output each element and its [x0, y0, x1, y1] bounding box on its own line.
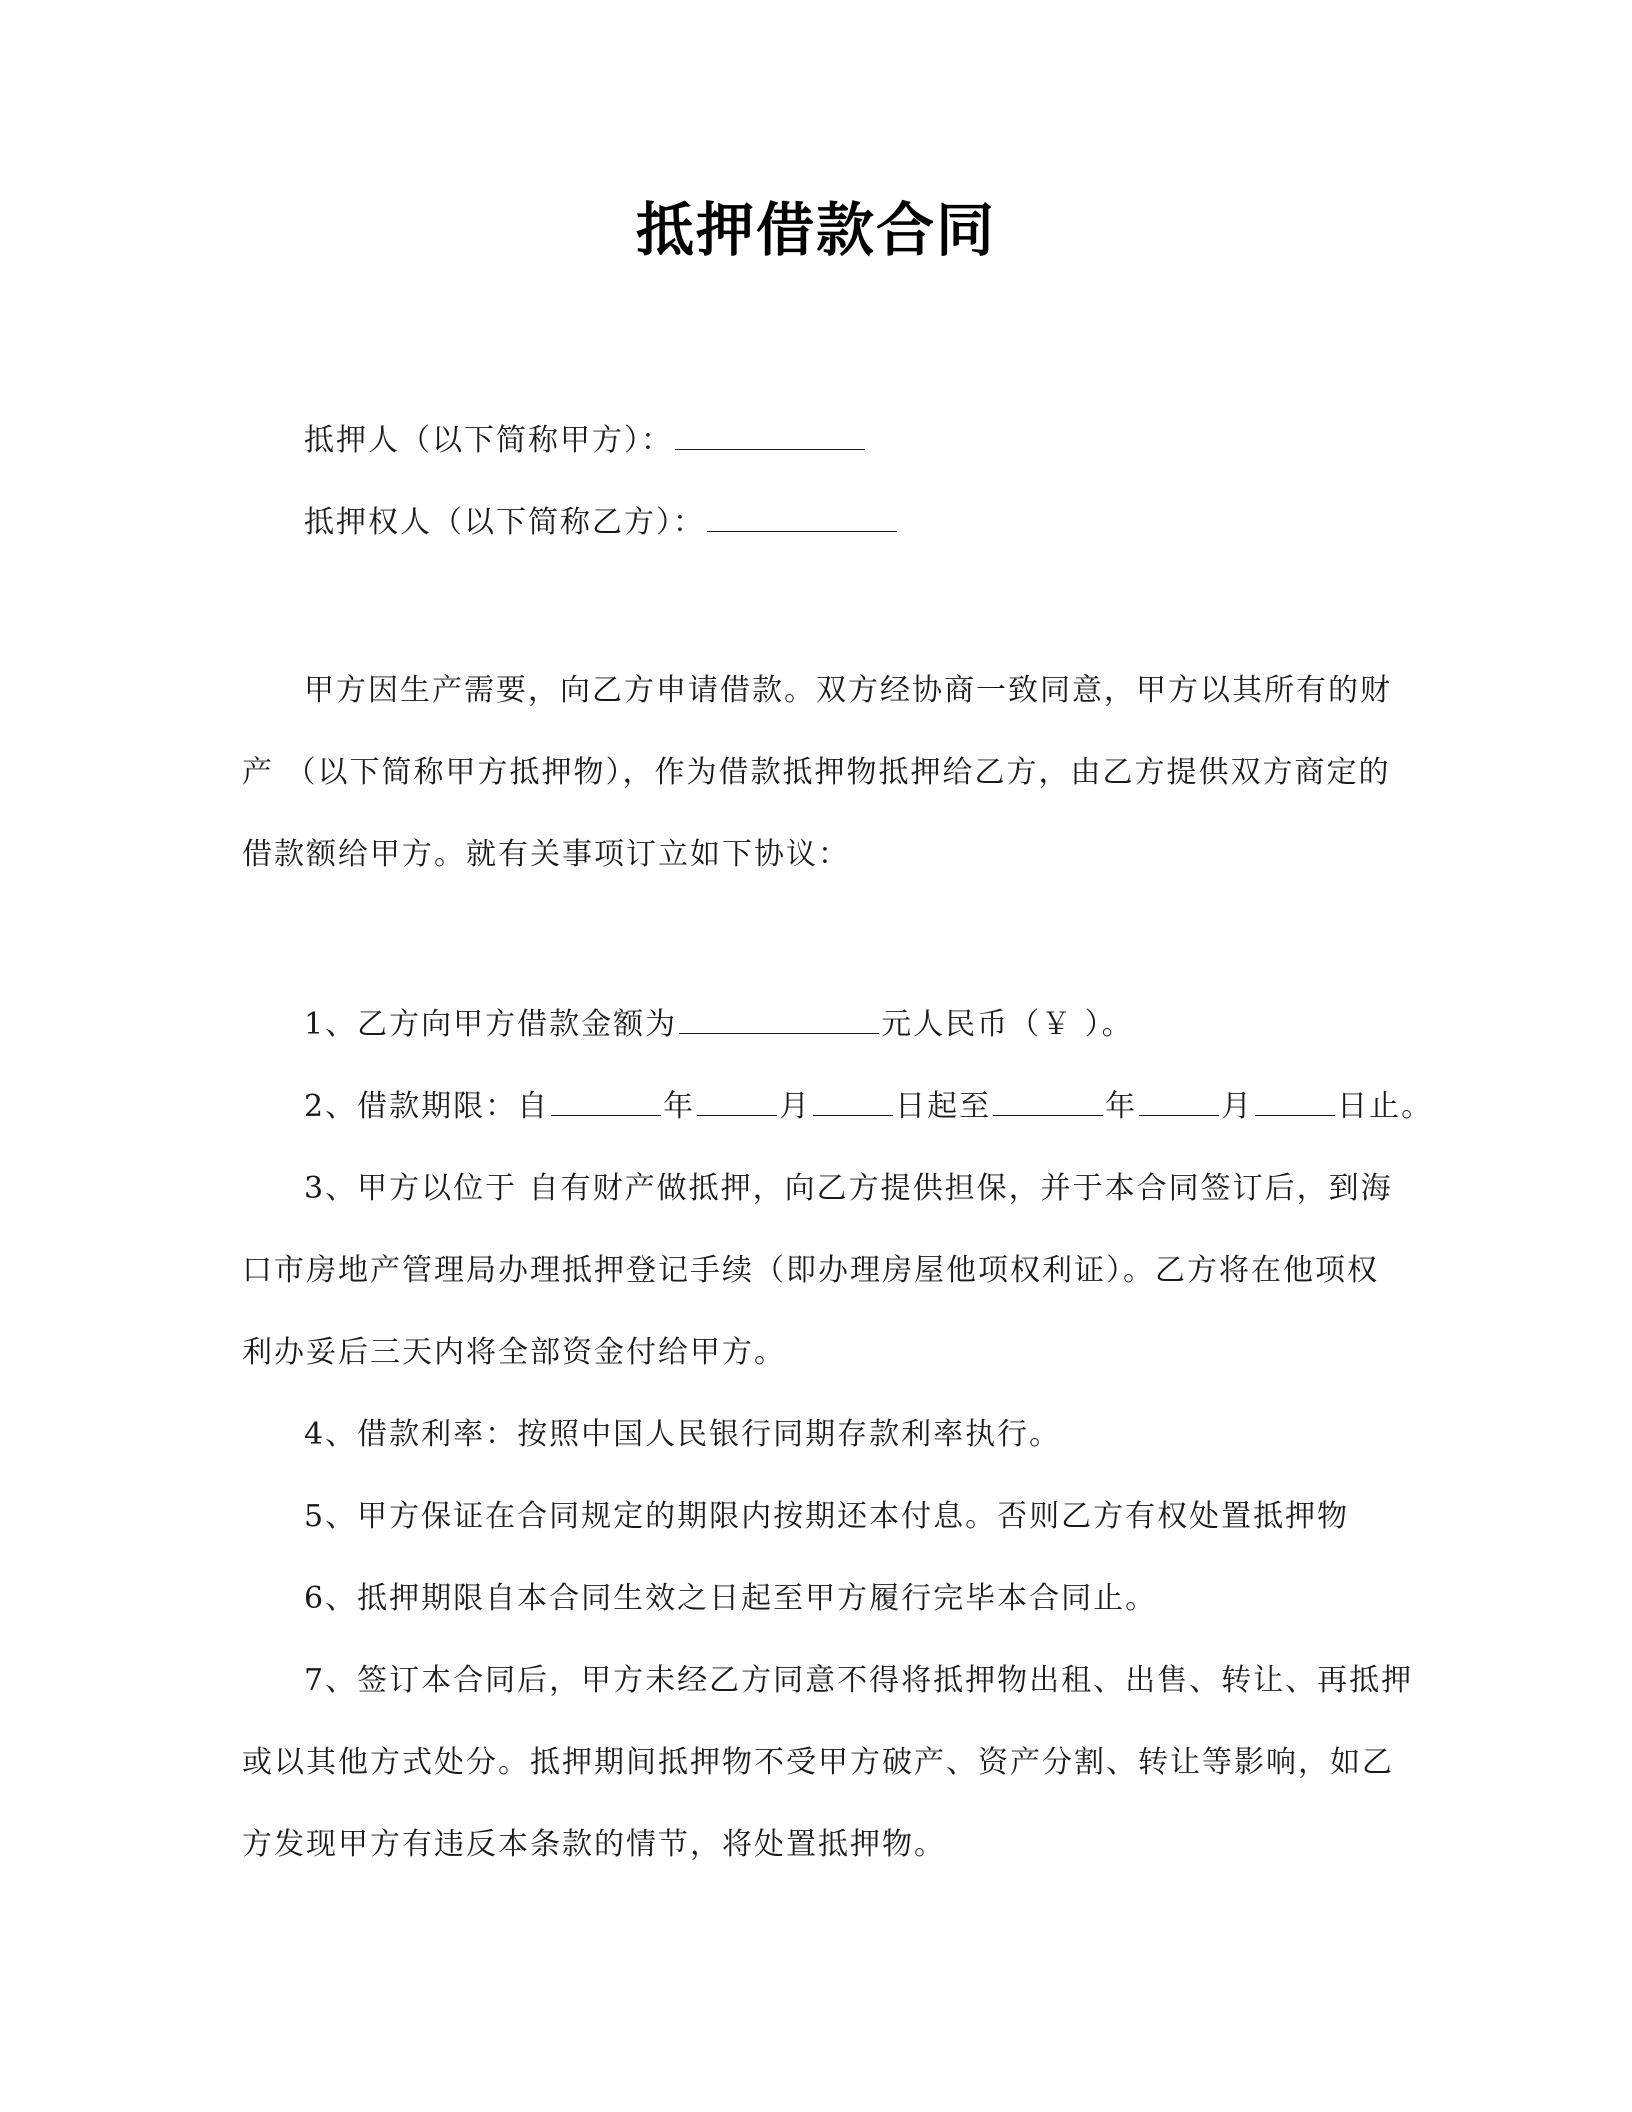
clauses-section	[242, 984, 1434, 1886]
start-day-blank[interactable]	[813, 1085, 893, 1116]
day-end-label: 日止。	[1337, 1089, 1434, 1124]
mortgagee-label: 抵押权人（以下简称乙方）：	[304, 505, 705, 540]
preamble-line: 甲方因生产需要，向乙方申请借款。双方经协商一致同意，甲方以其所有的财	[304, 673, 1392, 708]
clause-7-line: 方发现甲方有违反本条款的情节，将处置抵押物。	[242, 1827, 946, 1862]
mortgagee-blank[interactable]	[707, 501, 897, 532]
clause-2	[242, 1066, 1434, 1148]
clause-7-line: 7、签订本合同后，甲方未经乙方同意不得将抵押物出租、出售、转让、再抵押	[304, 1663, 1414, 1698]
end-year-blank[interactable]	[993, 1085, 1103, 1116]
year-label: 年	[1105, 1089, 1138, 1124]
parties-section	[242, 400, 1392, 564]
clause-2-text: 2、借款期限：自	[304, 1089, 550, 1124]
clause-1	[242, 984, 1392, 1066]
day-to-label: 日起至	[895, 1089, 992, 1124]
page-title: 抵押借款合同	[635, 196, 996, 264]
end-month-blank[interactable]	[1139, 1085, 1219, 1116]
preamble-line: 产 （以下简称甲方抵押物），作为借款抵押物抵押给乙方，由乙方提供双方商定的	[242, 755, 1391, 790]
clause-3-line: 口市房地产管理局办理抵押登记手续（即办理房屋他项权利证）。乙方将在他项权	[242, 1253, 1379, 1288]
clause-6: 6、抵押期限自本合同生效之日起至甲方履行完毕本合同止。	[304, 1581, 1158, 1616]
preamble-line: 借款额给甲方。就有关事项订立如下协议：	[242, 837, 850, 872]
mortgagee-line	[242, 482, 1392, 564]
clause-3-line: 利办妥后三天内将全部资金付给甲方。	[242, 1335, 786, 1370]
mortgagor-line	[242, 400, 1392, 482]
clause-7-line: 或以其他方式处分。抵押期间抵押物不受甲方破产、资产分割、转让等影响，如乙	[242, 1745, 1394, 1780]
clause-5: 5、甲方保证在合同规定的期限内按期还本付息。否则乙方有权处置抵押物	[304, 1499, 1350, 1534]
month-label: 月	[1221, 1089, 1254, 1124]
start-year-blank[interactable]	[551, 1085, 661, 1116]
loan-amount-blank[interactable]	[679, 1003, 879, 1034]
clause-3-line: 3、甲方以位于 自有财产做抵押，向乙方提供担保，并于本合同签订后，到海	[304, 1171, 1393, 1206]
month-label: 月	[779, 1089, 812, 1124]
clause-1-suffix: 元人民币（￥ ）。	[881, 1007, 1134, 1042]
clause-4: 4、借款利率：按照中国人民银行同期存款利率执行。	[304, 1417, 1062, 1452]
start-month-blank[interactable]	[697, 1085, 777, 1116]
end-day-blank[interactable]	[1255, 1085, 1335, 1116]
clause-1-text: 1、乙方向甲方借款金额为	[304, 1007, 678, 1042]
mortgagor-label: 抵押人（以下简称甲方）：	[304, 423, 673, 458]
mortgagor-blank[interactable]	[675, 419, 865, 450]
year-label: 年	[663, 1089, 696, 1124]
preamble-paragraph	[242, 650, 1392, 896]
